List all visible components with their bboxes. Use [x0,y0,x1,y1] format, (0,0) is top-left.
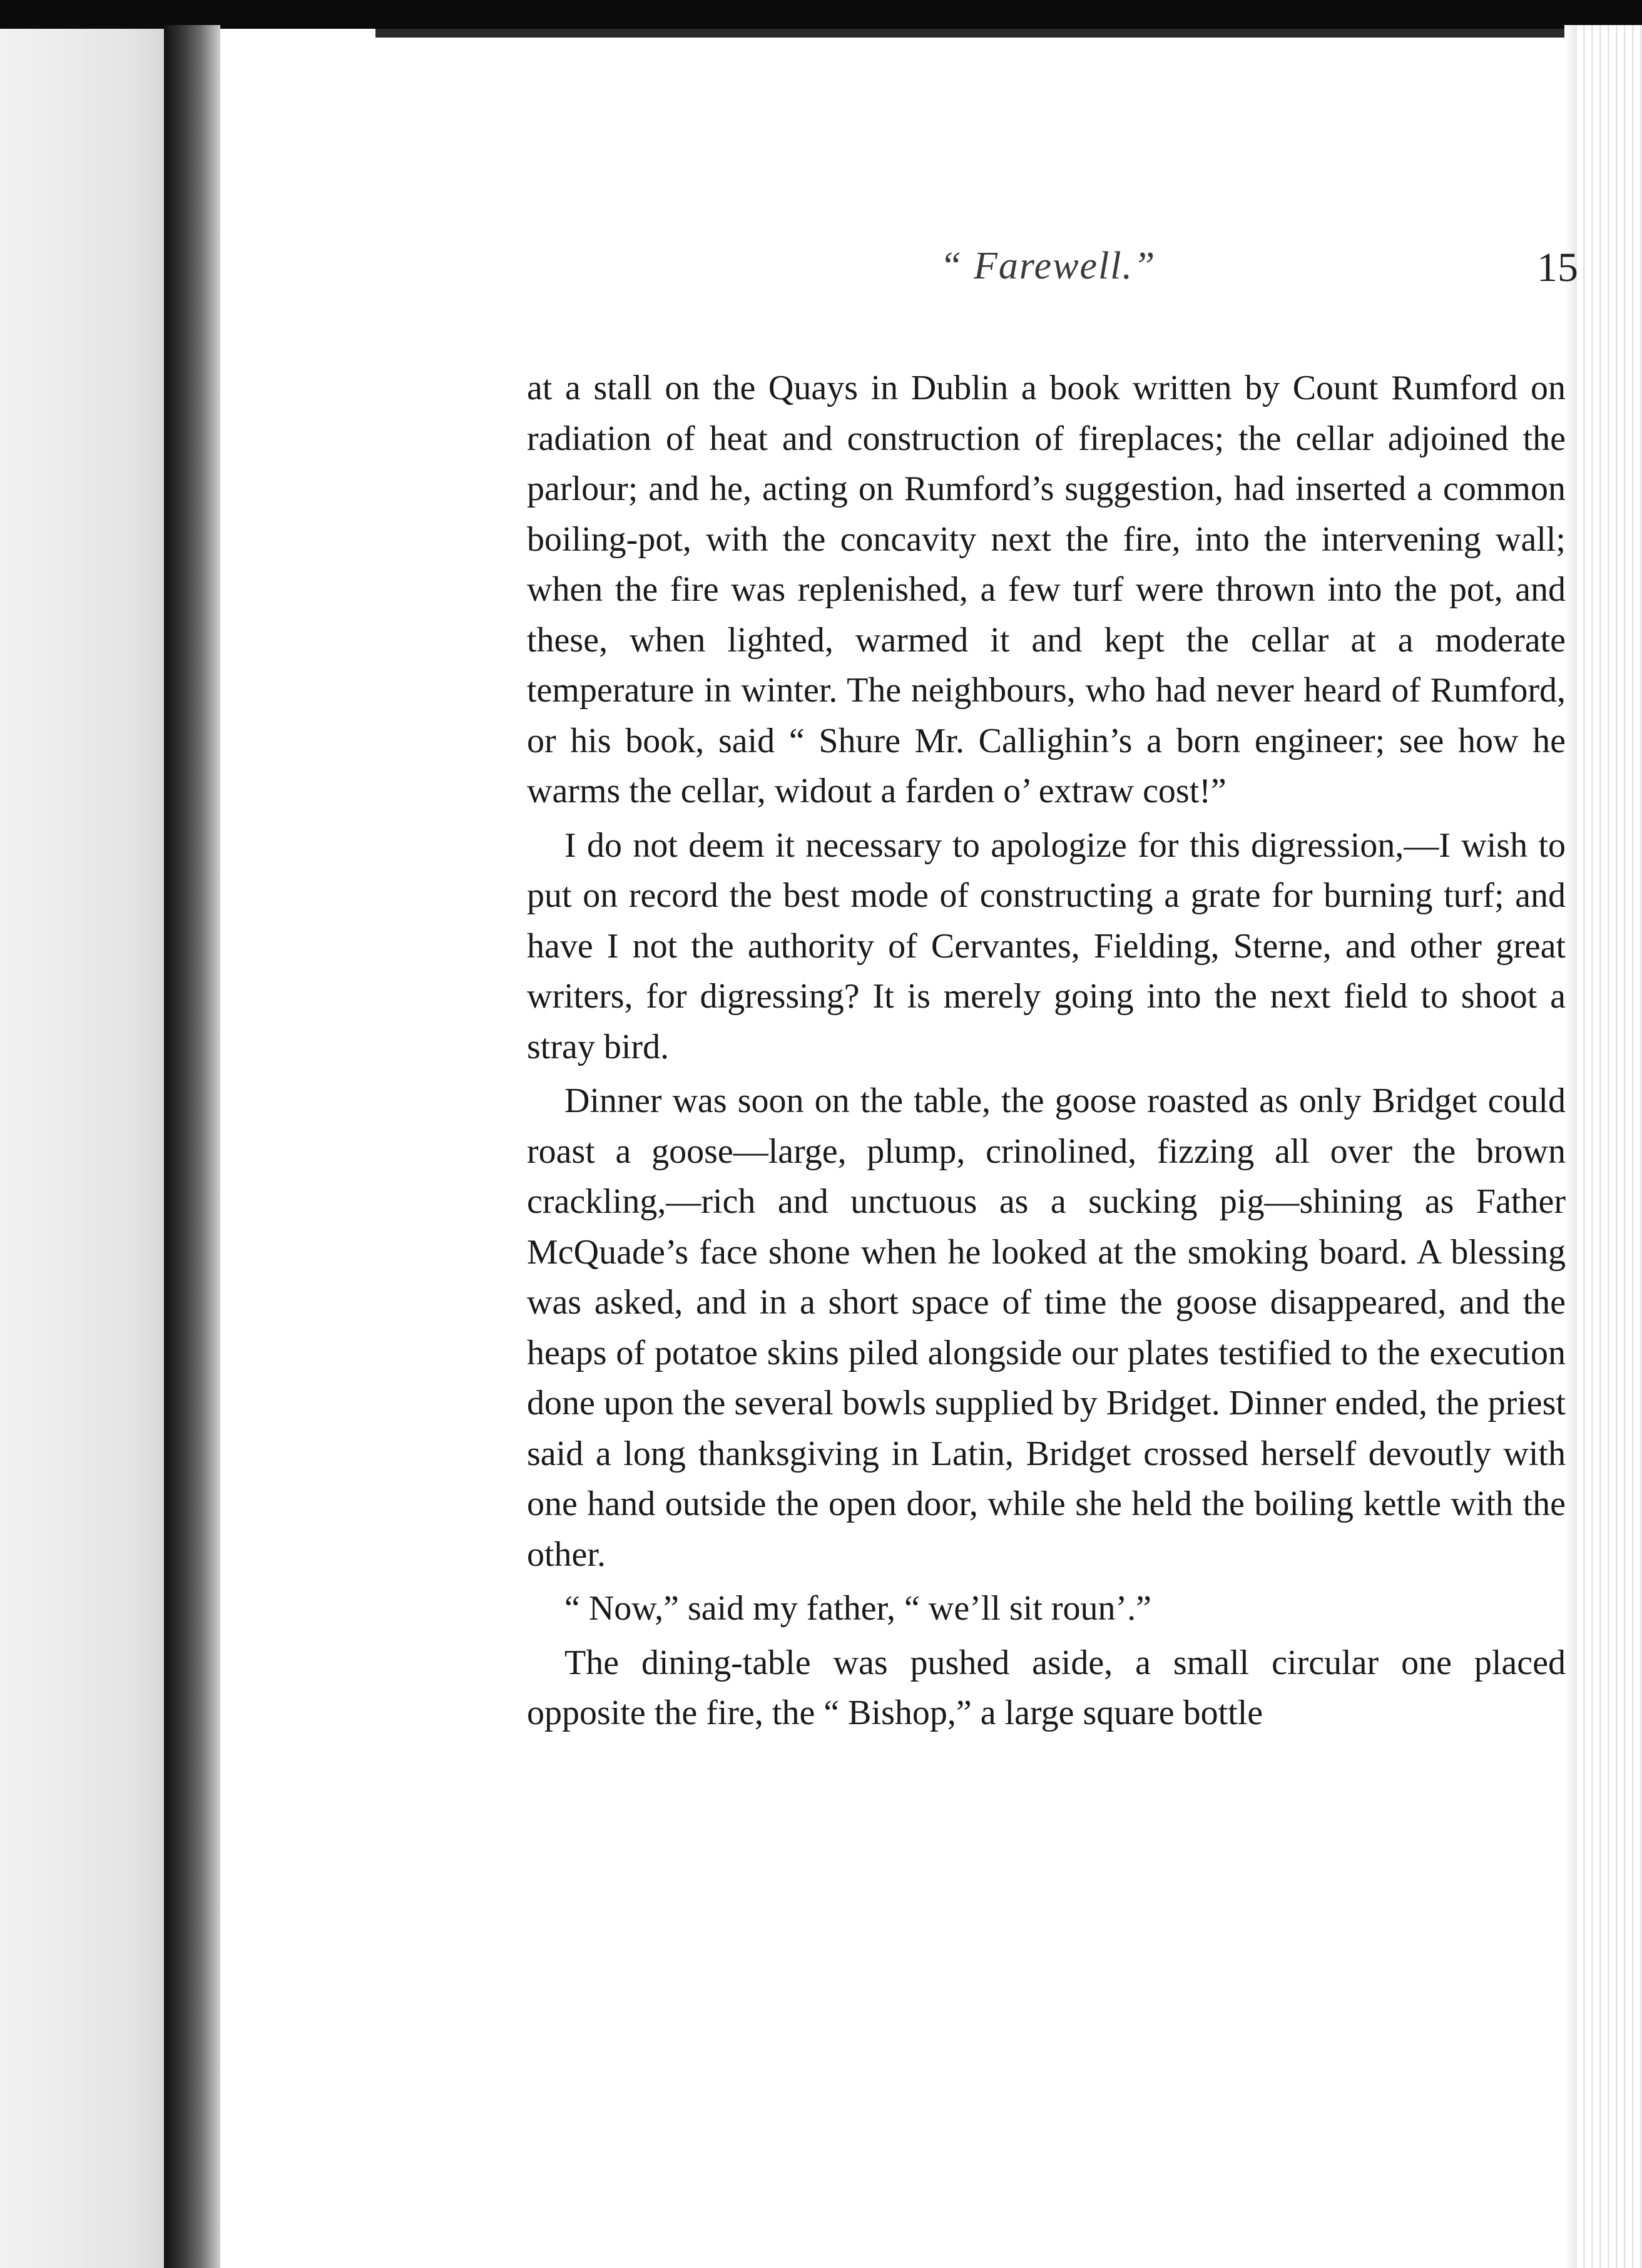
facing-page-edge [0,25,164,2268]
page-number: 15 [1537,245,1578,290]
paragraph-dinner: Dinner was soon on the table, the goose roasted as only Bridget could roast a goose—large, plump, crinolined, fizzing all over the brown crackling,—rich and unctuous as a sucking pig—shining as Father McQuade’s face shone when he looked at the smoking board. A blessing was asked, and in a short space of time the goose disappeared, and the heaps of potatoe skins piled alongside our plates testified to the execution done upon the several bowls supplied by Bridget. Dinner ended, the priest said a long thanksgiving in Latin, Bridget crossed herself devoutly with one hand outside the open door, while she held the boiling kettle with the other. [527,1081,1566,1574]
page-stack-edge [1577,25,1642,2268]
paragraph-dialogue: “ Now,” said my father, “ we’ll sit roun’.” [564,1589,1152,1628]
scan-border-top [0,0,1642,29]
binding-gutter-shadow [164,25,220,2268]
scan-border-rule [375,29,1596,38]
paragraph-continued: at a stall on the Quays in Dublin a book written by Count Rumford on radiation of heat and construction of fireplaces; the cellar adjoined the parlour; and he, acting on Rumford’s suggestion, had inserted a common boiling-pot, with the concavity next the fire, into the intervening wall; when the fire was replenished, a few turf were thrown into the pot, and these, when lighted, warmed it and kept the cellar at a moderate temperature in winter. The neighbours, who had never heard of Rumford, or his book, said “ Shure Mr. Callighin’s a born engineer; see how he warms the cellar, widout a farden o’ extraw cost!” [527,369,1566,810]
book-page [220,38,1578,2268]
page-edge-shadow [1564,25,1578,2268]
body-text [527,363,1566,1739]
paragraph-bishop: The dining-table was pushed aside, a small circular one placed opposite the fire, the “ Bishop,” a large square bottle [527,1643,1566,1732]
running-head: “ Farewell.” [940,245,1156,287]
paragraph-digression: I do not deem it necessary to apologize for this digression,—I wish to put on record the best mode of constructing a grate for burning turf; and have I not the authority of Cervantes, Fielding, Sterne, and other great writers, for digressing? It is merely going into the next field to shoot a stray bird. [527,825,1566,1066]
